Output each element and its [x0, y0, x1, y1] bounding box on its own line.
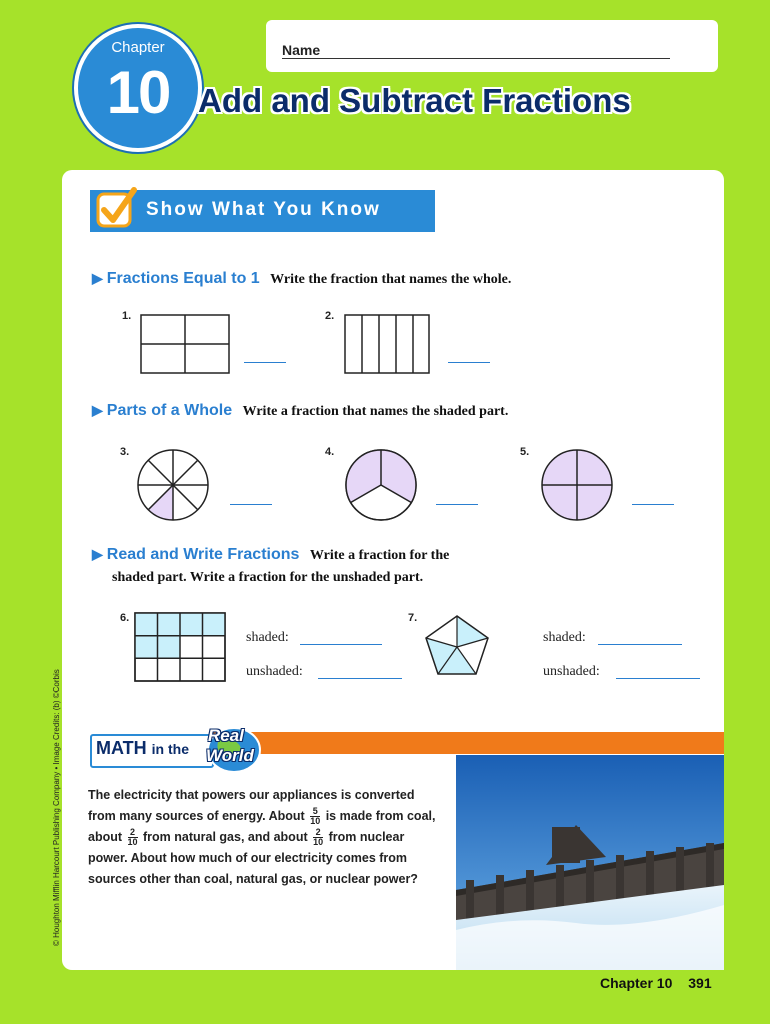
- grid-2x2-figure: [140, 314, 230, 374]
- unshaded-label: unshaded:: [543, 664, 600, 679]
- pentagon-figure: [424, 614, 490, 676]
- dam-photo: [456, 755, 724, 970]
- page-number: 391: [688, 975, 712, 991]
- answer-line-5[interactable]: [632, 504, 674, 505]
- circle-eighths-figure: [136, 448, 210, 522]
- circle-thirds-figure: [344, 448, 418, 522]
- fraction-two-tenths: $\frac{2}{10}$: [127, 827, 138, 848]
- chapter-badge: [74, 24, 202, 152]
- unshaded-label: unshaded:: [246, 664, 303, 679]
- answer-line-4[interactable]: [436, 504, 478, 505]
- real-text: Real: [208, 726, 244, 745]
- bars-5-figure: [344, 314, 430, 374]
- section-instruction-cont: shaded part. Write a fraction for the unshaded part.: [112, 570, 424, 585]
- show-what-you-know-title: Show What You Know: [146, 199, 381, 220]
- answer-line-3[interactable]: [230, 504, 272, 505]
- image-credits: © Houghton Mifflin Harcourt Publishing Company • Image Credits: (b) ©Corbis: [52, 669, 61, 946]
- grid-3x4-figure: [134, 612, 226, 682]
- world-text: World: [206, 746, 254, 765]
- word-problem: The electricity that powers our appliances is converted from many sources of energy. About $\frac{5}{10}$ is made from coal, about $\frac{2}{10}$ from natural gas, and about $\frac{2}{10}$ from nuclear power. About how much of our electricity comes from sources other than coal, natural gas, or nuclear power?: [88, 788, 436, 886]
- section-instruction: Write a fraction for the: [309, 548, 450, 563]
- section-read-write: [92, 546, 522, 564]
- answer-line-1[interactable]: [244, 362, 286, 363]
- page-footer: [600, 975, 712, 991]
- section-instruction: Write the fraction that names the whole.: [270, 272, 512, 287]
- question-number: 4.: [325, 446, 335, 458]
- fraction-two-tenths: $\frac{2}{10}$: [313, 827, 324, 848]
- section-parts-of-whole: [92, 402, 508, 420]
- real-world-band: [210, 732, 724, 754]
- section-heading: ▶ Parts of a Whole: [92, 402, 233, 419]
- name-label: Name: [282, 42, 321, 58]
- section-heading: ▶ Fractions Equal to 1: [92, 270, 260, 287]
- circle-fourths-figure: [540, 448, 614, 522]
- shaded-label: shaded:: [246, 630, 289, 645]
- fraction-five-tenths: $\frac{5}{10}$: [310, 806, 321, 827]
- question-number: 6.: [120, 612, 130, 624]
- triangle-icon: ▶: [92, 546, 103, 562]
- page-title: Add and Subtract Fractions: [198, 82, 631, 119]
- section-heading: ▶ Read and Write Fractions: [92, 546, 300, 563]
- checkmark-icon: [94, 186, 140, 232]
- question-number: 1.: [122, 310, 132, 322]
- shaded-answer-7[interactable]: [598, 644, 682, 645]
- unshaded-answer-6[interactable]: [318, 678, 402, 679]
- unshaded-answer-7[interactable]: [616, 678, 700, 679]
- triangle-icon: ▶: [92, 270, 103, 286]
- footer-chapter: Chapter 10: [600, 975, 673, 991]
- question-number: 2.: [325, 310, 335, 322]
- section-instruction: Write a fraction that names the shaded part.: [242, 404, 509, 419]
- name-card: [266, 20, 718, 72]
- chapter-label: Chapter: [111, 39, 165, 56]
- question-number: 5.: [520, 446, 530, 458]
- question-number: 7.: [408, 612, 418, 624]
- shaded-label: shaded:: [543, 630, 586, 645]
- math-real-world-label: MATH in the: [96, 738, 190, 758]
- section-fractions-equal: [92, 270, 511, 288]
- triangle-icon: ▶: [92, 402, 103, 418]
- globe-logo: [196, 724, 266, 774]
- name-field[interactable]: [282, 58, 670, 59]
- answer-line-2[interactable]: [448, 362, 490, 363]
- chapter-number: 10: [106, 59, 170, 126]
- question-number: 3.: [120, 446, 130, 458]
- shaded-answer-6[interactable]: [300, 644, 382, 645]
